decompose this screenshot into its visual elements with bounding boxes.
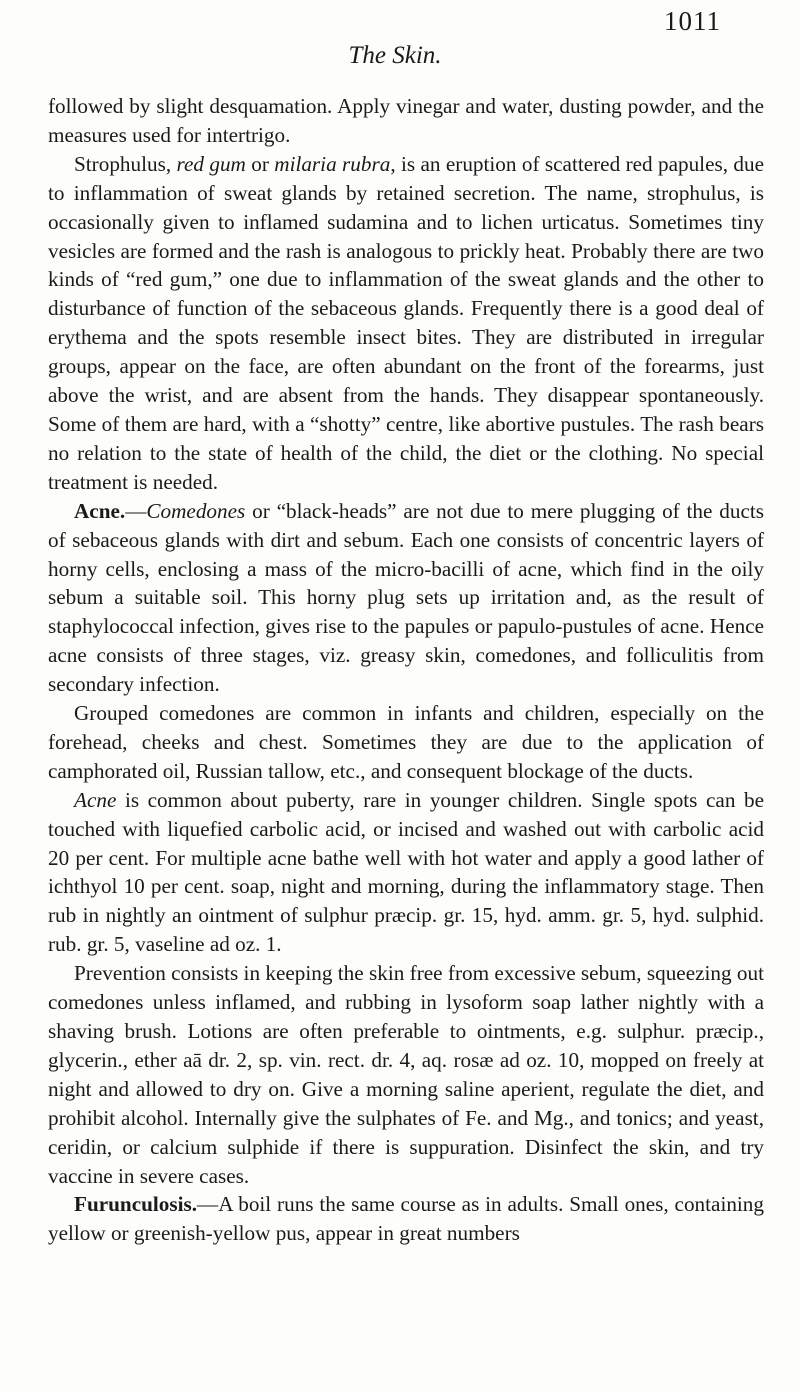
milaria-rubra-term: milaria rubra	[274, 151, 391, 176]
paragraph-text: , is an eruption of scattered red papules, due to inflammation of sweat glands by retained secretion. The name, strophulus, is occasionally given to inflamed sudamina and to lichen urticatus. Sometimes tiny vesicles are formed and the rash is analogous to prickly heat. Probably there are two kinds of “red gum,” one due to inflammation of the sweat glands and the other to disturbance of function of the sebaceous glands. Frequently there is a good deal of erythema and the spots resemble insect bites. They are distributed in irregular groups, appear on the face, are often abundant on the front of the forearms, just above the wrist, and are absent from the hands. They disappear spontaneously. Some of them are hard, with a “shotty” centre, like abortive pustules. The rash bears no relation to the state of health of the child, the diet or the clothing. No special treatment is needed.	[48, 151, 764, 494]
paragraph-prevention	[48, 959, 764, 1190]
body-text	[48, 92, 764, 1248]
paragraph-text: is common about puberty, rare in younger children. Single spots can be touched with liquefied carbolic acid, or incised and washed out with carbolic acid 20 per cent. For multiple acne bathe well with hot water and apply a good lather of ichthyol 10 per cent. soap, night and morning, during the inflammatory stage. Then rub in nightly an ointment of sulphur præcip. gr. 15, hyd. amm. gr. 5, hyd. sulphid. rub. gr. 5, vaseline ad oz. 1.	[48, 787, 764, 957]
paragraph-text: A boil runs the same course as in adults. Small ones, containing yellow or greenish-yellow pus, appear in great numbers	[48, 1192, 764, 1246]
heading-dash: —	[125, 498, 147, 523]
paragraph-furunculosis	[48, 1190, 764, 1248]
paragraph-text: followed by slight desquamation. Apply vinegar and water, dusting powder, and the measures used for intertrigo.	[48, 94, 764, 147]
heading-dash: —	[197, 1192, 219, 1217]
conjunction: or	[245, 151, 275, 176]
section-heading-furunculosis: Furunculosis.	[74, 1192, 198, 1217]
comedones-term: Comedones	[146, 498, 246, 523]
paragraph-strophulus	[48, 150, 764, 497]
paragraph-grouped-comedones	[48, 699, 764, 786]
running-title: The Skin.	[348, 42, 442, 69]
paragraph-text: or “black-heads” are not due to mere plugging of the ducts of sebaceous glands with dirt and sebum. Each one consists of concentric layers of horny cells, enclosing a mass of the micro-bacilli of acne, which find in the oily sebum a suitable soil. This horny plug sets up irritation and, as the result of staphylococcal infection, gives rise to the papules or papulo-pustules of acne. Hence acne consists of three stages, viz. greasy skin, comedones, and folliculitis from secondary infection.	[48, 498, 764, 697]
paragraph-text: Grouped comedones are common in infants and children, especially on the forehead, cheeks and chest. Sometimes they are due to the application of camphorated oil, Russian tallow, etc., and consequent blockage of the ducts.	[48, 701, 764, 783]
paragraph-acne-comedones	[48, 497, 764, 699]
acne-term: Acne	[74, 787, 117, 812]
paragraph-intertrigo-end	[48, 92, 764, 150]
page-number: 1011	[664, 6, 721, 36]
strophulus-term: Strophulus,	[74, 151, 177, 176]
section-heading-acne: Acne.	[74, 498, 126, 523]
paragraph-acne-treatment	[48, 786, 764, 959]
red-gum-term: red gum	[176, 151, 246, 176]
paragraph-text: Prevention consists in keeping the skin free from excessive sebum, squeezing out comedones unless inflamed, and rubbing in lysoform soap lather nightly with a shaving brush. Lotions are often preferable to ointments, e.g. sulphur. præcip., glycerin., ether aā dr. 2, sp. vin. rect. dr. 4, aq. rosæ ad oz. 10, mopped on freely at night and allowed to dry on. Give a morning saline aperient, regulate the diet, and prohibit alcohol. Internally give the sulphates of Fe. and Mg., and tonics; and yeast, ceridin, or calcium sulphide if there is suppuration. Disinfect the skin, and try vaccine in severe cases.	[48, 961, 764, 1188]
